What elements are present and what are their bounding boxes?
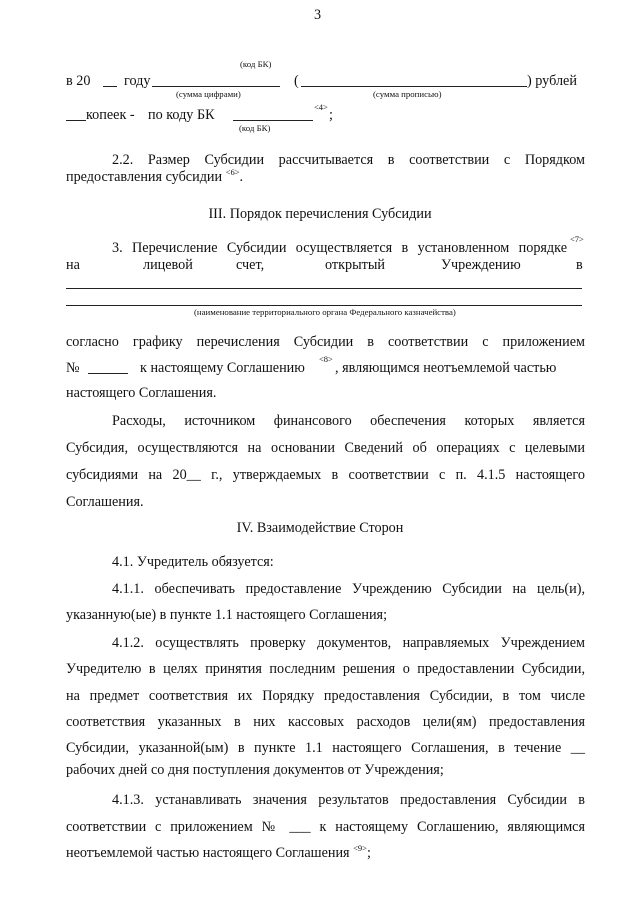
p412-line5: Субсидии, указанной(ым) в пункте 1.1 настоящего Соглашения, в течение __ — [66, 740, 585, 756]
footnote-ref-9: <9> — [353, 843, 367, 853]
year-suffix: году — [124, 73, 151, 89]
p412-line3: на предмет соответствия их Порядку предоставления Субсидии, в том числе — [66, 688, 585, 704]
section3-word-2: лицевой — [143, 257, 193, 273]
expenses-line4: Соглашения. — [66, 494, 144, 510]
kopecks-label: копеек - — [86, 107, 135, 123]
treasury-blank-2 — [66, 305, 582, 306]
section4-heading: IV. Взаимодействие Сторон — [236, 520, 404, 536]
p22-line2: предоставления субсидии — [66, 169, 223, 185]
open-paren: ( — [294, 73, 299, 89]
footnote-ref-6: <6> — [225, 167, 240, 177]
footnote-ref-7: <7> — [570, 234, 584, 244]
section3-word-3: счет, — [236, 257, 265, 273]
p412-line2: Учредителю в целях принятия последним решения о предоставлении Субсидии, — [66, 661, 585, 677]
section3-line5: настоящего Соглашения. — [66, 385, 217, 401]
p413-line2: соответствии с приложением № ___ к настоящему Соглашению, являющимся — [66, 819, 585, 835]
section3-heading: III. Порядок перечисления Субсидии — [208, 206, 432, 222]
kopecks-blank — [66, 120, 86, 121]
p22-line1: 2.2. Размер Субсидии рассчитывается в соответствии с Порядком — [112, 152, 585, 168]
sum-digits-blank — [152, 86, 280, 87]
semicolon: ; — [329, 107, 333, 123]
expenses-line1: Расходы, источником финансового обеспечения которых является — [112, 413, 585, 429]
year-blank — [103, 86, 117, 87]
p412-line1: 4.1.2. осуществлять проверку документов, направляемых Учреждением — [112, 635, 585, 651]
footnote-ref-8: <8> — [319, 354, 333, 364]
label-treasury: (наименование территориального органа Федерального казначейства) — [194, 307, 456, 317]
sum-words-blank — [301, 86, 527, 87]
p413-line3: неотъемлемой частью настоящего Соглашения — [66, 845, 350, 861]
section3-no-sign: № — [66, 360, 80, 376]
p22-dot: . — [239, 169, 244, 185]
by-code-label: по коду БК — [148, 107, 215, 123]
section3-line1: 3. Перечисление Субсидии осуществляется в установленном порядке — [112, 240, 567, 256]
section3-line3: согласно графику перечисления Субсидии в соответствии с приложением — [66, 334, 585, 350]
p411-line1: 4.1.1. обеспечивать предоставление Учреждению Субсидии на цель(и), — [112, 581, 585, 597]
p411-line2: указанную(ые) в пункте 1.1 настоящего Соглашения; — [66, 607, 388, 623]
label-sum-digits: (сумма цифрами) — [176, 89, 241, 99]
p412-line6: рабочих дней со дня поступления документов от Учреждения; — [66, 762, 444, 778]
p412-line4: соответствия указанных в них кассовых расходов цели(ям) предоставления — [66, 714, 585, 730]
section3-line4-c: , являющимся неотъемлемой частью — [335, 360, 557, 376]
p41: 4.1. Учредитель обязуется: — [112, 554, 274, 570]
code-bk-blank — [233, 120, 313, 121]
section3-line4-b: к настоящему Соглашению — [140, 360, 305, 376]
footnote-ref-4: <4> — [314, 102, 328, 112]
expenses-line2: Субсидия, осуществляются на основании Сведений об операциях с целевыми — [66, 440, 585, 456]
section3-word-4: открытый — [325, 257, 385, 273]
expenses-line3: субсидиями на 20__ г., утверждаемых в соответствии с п. 4.1.5 настоящего — [66, 467, 585, 483]
appendix-number-blank — [88, 373, 128, 374]
page-number: 3 — [314, 7, 322, 23]
treasury-blank-1 — [66, 288, 582, 289]
year-prefix: в 20 — [66, 73, 91, 89]
section3-word-5: Учреждению — [441, 257, 521, 273]
section3-word-1: на — [66, 257, 80, 273]
label-code-bk-bottom: (код БК) — [239, 123, 271, 133]
section3-word-6: в — [576, 257, 583, 273]
rubles-label: ) рублей — [527, 73, 577, 89]
label-sum-words: (сумма прописью) — [373, 89, 442, 99]
label-code-bk-top: (код БК) — [240, 59, 272, 69]
p413-line1: 4.1.3. устанавливать значения результатов предоставления Субсидии в — [112, 792, 585, 808]
p413-end: ; — [366, 845, 371, 861]
